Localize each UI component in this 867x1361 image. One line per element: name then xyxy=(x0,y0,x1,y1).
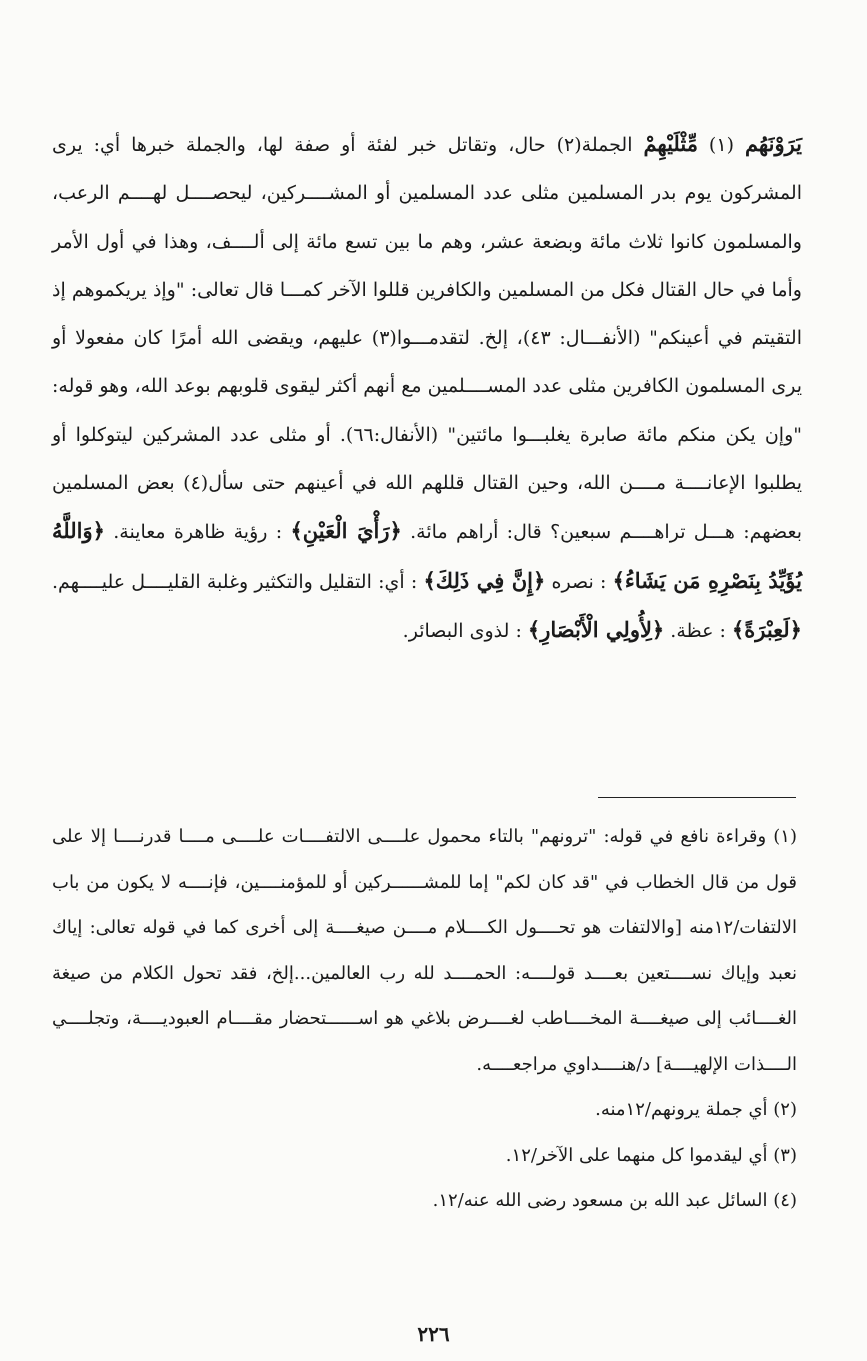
commentary-text: الجملة(٢) حال، وتقاتل خبر لفئة أو صفة لها، والجملة خبرها أي: يرى المشركون يوم بدر المسلمين مثلى عدد المسلمين أو المشــــركين، ليحصــــل لهــــم الرعب، والمسلمون كانوا ثلاث مائة وبضعة عشر، وهم ما بين تسع مائة إلى ألــــف، وهذا في أول الأمر وأما في حال القتال فكل من المسلمين والكافرين قللوا الآخر كمـــا قال تعالى: "وإذ يريكموهم إذ التقيتم في أعينكم" (الأنفـــال: ٤٣)، إلخ. لتقدمـــوا(٣) عليهم، ويقضى الله أمرًا كان مفعولا أو يرى المسلمون الكافرين مثلى عدد المســــلمين مع أنهم أكثر ليقوى قلوبهم بوعد الله، وهو قوله: "وإن يكن منكم مائة صابرة يغلبـــوا مائتين" (الأنفال:٦٦). أو مثلى عدد المشركين ليتوكلوا أو يطلبوا الإعانــــة مــــن الله، وحين القتال قللهم الله في أعينهم حتى سأل(٤) بعض المسلمين بعضهم: هـــل تراهــــم سبعين؟ قال: أراهم مائة. xyxy=(52,134,803,544)
quran-quote: ﴿لَعِبْرَةً﴾ xyxy=(731,616,802,642)
footnote: (٤) السائل عبد الله بن مسعود رضى الله عنه/١٢. xyxy=(432,1190,797,1211)
main-text xyxy=(52,120,802,655)
footnote: (٣) أي ليقدموا كل منهما على الآخر/١٢. xyxy=(505,1144,797,1166)
commentary-text: : أي: التقليل والتكثير وغلبة القليــــل عليــــهم. xyxy=(52,570,424,593)
footnote-separator xyxy=(598,797,796,798)
footnotes xyxy=(52,814,797,1224)
commentary-text: : نصره xyxy=(545,570,613,593)
commentary-text: : رؤية ظاهرة معاينة. xyxy=(104,521,291,544)
quran-quote: ﴿رَأْيَ الْعَيْنِ﴾ xyxy=(290,518,402,544)
commentary-text: (١) xyxy=(697,134,745,156)
quran-quote: مِّثْلَيْهِمْ xyxy=(643,131,698,156)
quran-quote: يَرَوْنَهُم xyxy=(744,131,803,156)
quran-quote: ﴿وَاللَّهُ يُؤَيِّدُ بِنَصْرِهِ مَن يَشَاءُ﴾ xyxy=(52,518,802,593)
quran-quote: ﴿إِنَّ فِي ذَلِكَ﴾ xyxy=(423,567,546,593)
footnote: (٢) أي جملة يرونهم/١٢منه. xyxy=(595,1099,797,1120)
footnote: (١) وقراءة نافع في قوله: "ترونهم" بالتاء محمول علــــى الالتفــــات علــــى مــــا قدرنــــا إلا على قول من قال الخطاب في "قد كان لكم" إما للمشــــــركين أو للمؤمنــــين، فإنــــه لا يكون من باب الالتفات/١٢منه [والالتفات هو تحــــول الكــــلام مــــن صيغــــة إلى أخرى كما في قوله تعالى: إياك نعبد وإياك نســــتعين بعــــد قولــــه: الحمــــد لله رب العالمين...إلخ، فقد تحول الكلام من صيغة الغــــائب إلى صيغــــة المخــــاطب لغــــرض بلاغي هو اســــــتحضار مقــــام العبوديــــة، وتجلــــي الــــذات الإلهيــــة] د/هنــــداوي مراجعــــه. xyxy=(52,826,797,1075)
page-number: ٢٢٦ xyxy=(417,1322,450,1346)
quran-quote: ﴿لِأُولِي الْأَبْصَارِ﴾ xyxy=(527,616,665,642)
main-paragraph xyxy=(52,120,802,655)
commentary-text: : لذوى البصائر. xyxy=(402,619,528,642)
commentary-text: : عظة. xyxy=(664,619,732,642)
